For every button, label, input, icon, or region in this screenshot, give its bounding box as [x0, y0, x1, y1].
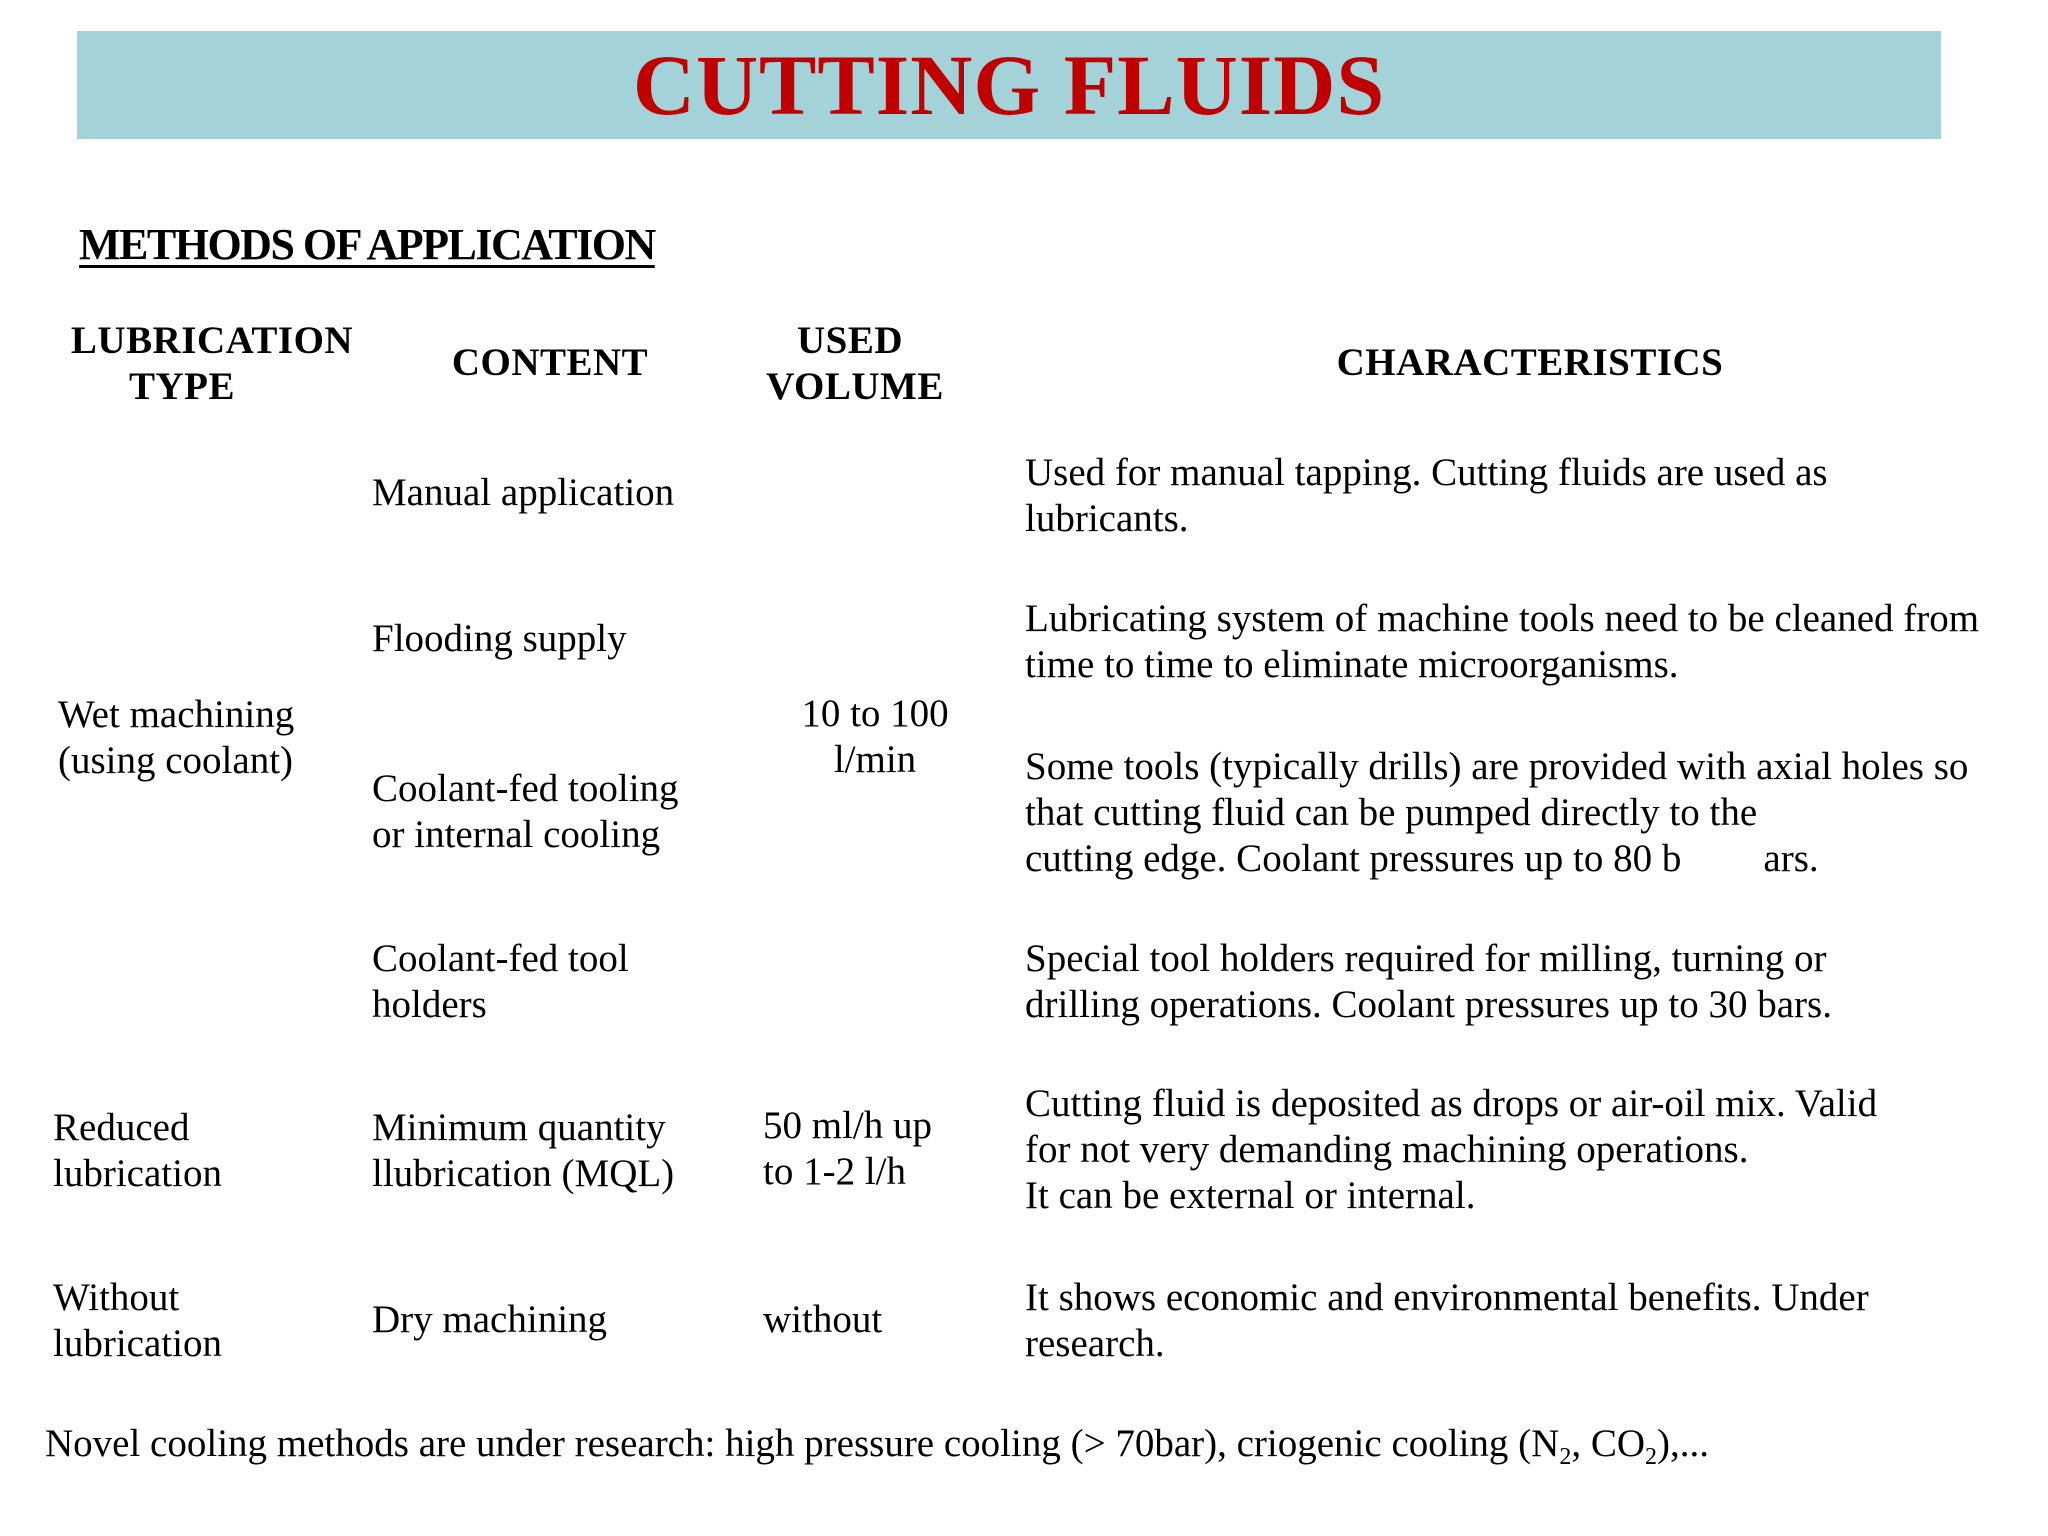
- coolant-holders-line2: holders: [372, 983, 487, 1026]
- header-used-volume-line2: VOLUME: [766, 365, 944, 408]
- section-heading: METHODS OF APPLICATION: [79, 220, 655, 269]
- page-title: CUTTING FLUIDS: [632, 37, 1386, 133]
- footnote-sub2: 2: [1645, 1444, 1658, 1470]
- coolant-holders-char-line2: drilling operations. Coolant pressures up to 30 bars.: [1025, 983, 1832, 1026]
- flooding-supply-content: Flooding supply: [372, 617, 627, 660]
- header-content: CONTENT: [451, 341, 649, 384]
- coolant-fed-tooling-characteristics: [1025, 744, 1968, 882]
- wet-volume-line1: 10 to 100: [801, 692, 949, 735]
- coolant-tooling-char-line1: Some tools (typically drills) are provided with axial holes so: [1025, 745, 1969, 788]
- reduced-type-line1: Reduced: [53, 1106, 190, 1149]
- manual-application-content: Manual application: [372, 471, 675, 514]
- footnote-part2: , CO: [1571, 1422, 1646, 1465]
- reduced-lubrication-volume: [763, 1103, 932, 1195]
- coolant-holders-char-line1: Special tool holders required for milling, turning or: [1025, 937, 1827, 980]
- reduced-lubrication-content: [372, 1105, 674, 1197]
- footnote-part1: Novel cooling methods are under research: high pressure cooling (> 70bar), criogenic cooling (N: [45, 1422, 1560, 1465]
- coolant-fed-holders-characteristics: [1025, 936, 1832, 1028]
- without-lubrication-type: [53, 1275, 222, 1367]
- reduced-type-line2: lubrication: [53, 1152, 222, 1195]
- footnote-sub1: 2: [1559, 1444, 1572, 1470]
- reduced-lubrication-characteristics: [1025, 1081, 1877, 1219]
- coolant-fed-tooling-content: [372, 766, 679, 858]
- title-banner: [77, 31, 1941, 139]
- without-type-line2: lubrication: [53, 1322, 222, 1365]
- without-lubrication-volume: without: [763, 1298, 883, 1341]
- without-lubrication-characteristics: [1025, 1275, 1869, 1367]
- wet-machining-volume: [760, 691, 990, 783]
- reduced-volume-line1: 50 ml/h up: [763, 1104, 933, 1147]
- coolant-tooling-char-line3b: ars.: [1763, 837, 1819, 880]
- header-used-volume-line1: USED: [796, 319, 904, 362]
- coolant-fed-holders-content: [372, 936, 629, 1028]
- without-type-line1: Without: [53, 1276, 180, 1319]
- without-lubrication-content: Dry machining: [372, 1298, 608, 1341]
- coolant-tooling-char-line3: [1025, 836, 1968, 882]
- coolant-tooling-char-line3a: cutting edge. Coolant pressures up to 80 b: [1025, 837, 1682, 880]
- footnote: [45, 1421, 1710, 1470]
- wet-type-line2: (using coolant): [58, 739, 294, 782]
- reduced-content-line1: Minimum quantity: [372, 1106, 666, 1149]
- coolant-tooling-char-line2: that cutting fluid can be pumped directly to the: [1025, 791, 1758, 834]
- reduced-char-line2: for not very demanding machining operations.: [1025, 1128, 1749, 1171]
- header-lubrication-type-line2: TYPE: [128, 365, 235, 408]
- reduced-content-line2: llubrication (MQL): [372, 1152, 675, 1195]
- header-lubrication-type: [62, 318, 362, 410]
- manual-char-line1: Used for manual tapping. Cutting fluids are used as: [1025, 451, 1828, 494]
- without-char-line1: It shows economic and environmental benefits. Under: [1025, 1276, 1869, 1319]
- header-characteristics: CHARACTERISTICS: [1336, 341, 1724, 384]
- reduced-char-line3: It can be external or internal.: [1025, 1174, 1476, 1217]
- flooding-supply-characteristics: [1025, 596, 1979, 688]
- footnote-part3: ),...: [1657, 1422, 1710, 1465]
- coolant-tooling-line1: Coolant-fed tooling: [372, 767, 679, 810]
- flooding-char-line2: time to time to eliminate microorganisms.: [1025, 643, 1679, 686]
- manual-char-line2: lubricants.: [1025, 497, 1189, 540]
- reduced-volume-line2: to 1-2 l/h: [763, 1150, 906, 1193]
- wet-type-line1: Wet machining: [58, 693, 295, 736]
- flooding-char-line1: Lubricating system of machine tools need to be cleaned from: [1025, 597, 1980, 640]
- reduced-char-line1: Cutting fluid is deposited as drops or air-oil mix. Valid: [1025, 1082, 1878, 1125]
- header-lubrication-type-line1: LUBRICATION: [70, 319, 354, 362]
- coolant-tooling-line2: or internal cooling: [372, 813, 661, 856]
- coolant-holders-line1: Coolant-fed tool: [372, 937, 629, 980]
- reduced-lubrication-type: [53, 1105, 222, 1197]
- manual-application-characteristics: [1025, 450, 1828, 542]
- wet-volume-line2: l/min: [833, 738, 917, 781]
- header-used-volume: [740, 318, 970, 410]
- without-char-line2: research.: [1025, 1322, 1165, 1365]
- wet-machining-type: [58, 692, 294, 784]
